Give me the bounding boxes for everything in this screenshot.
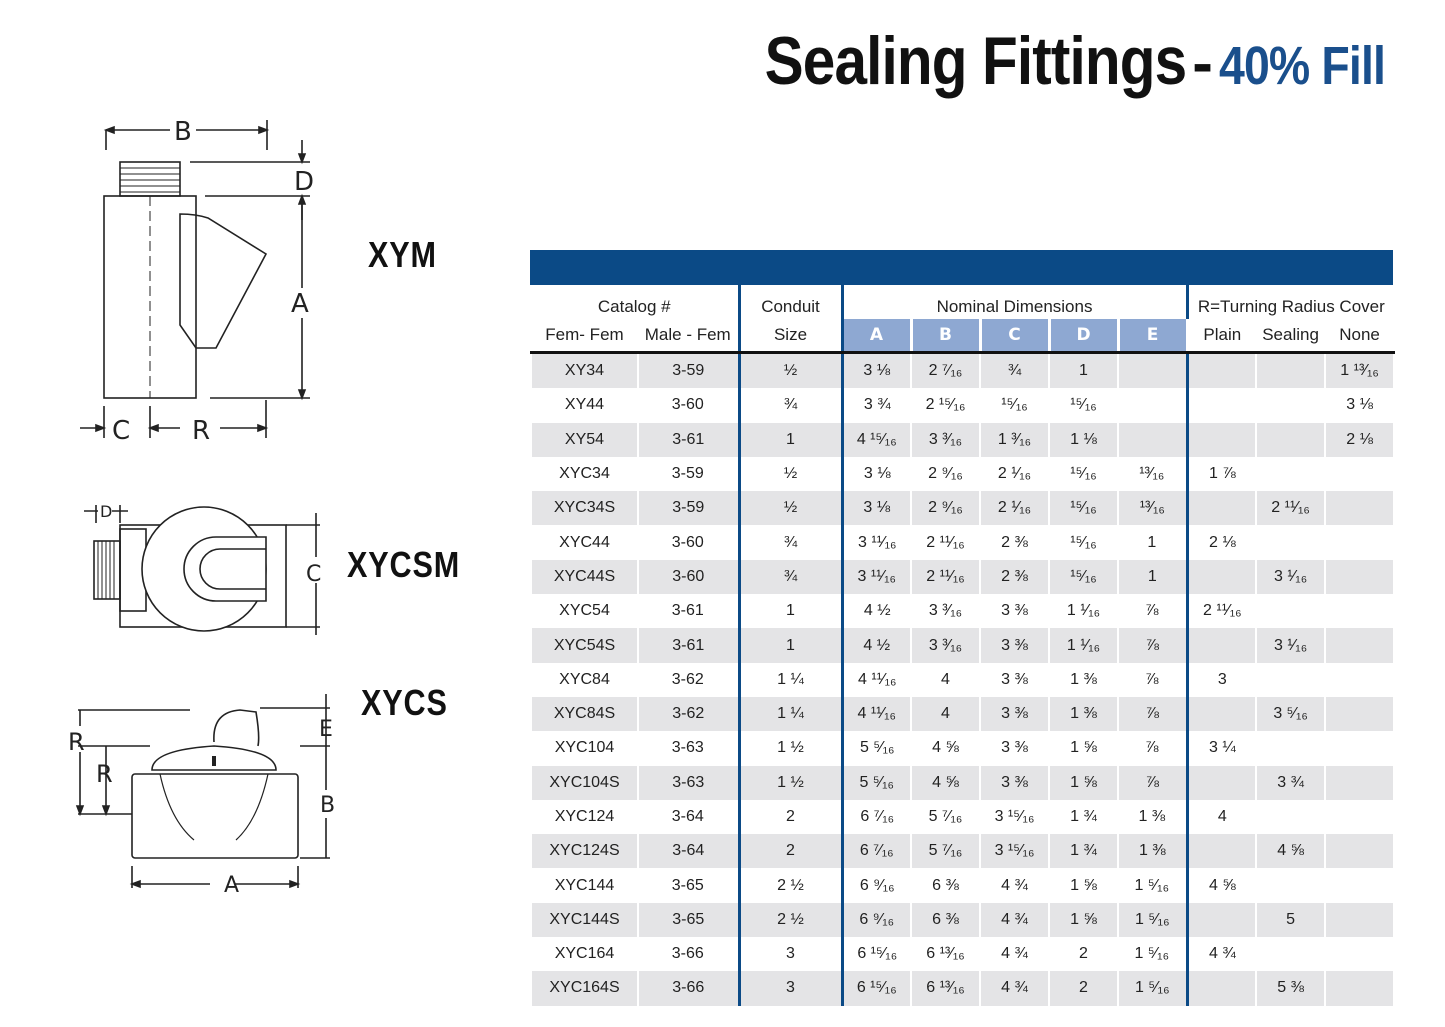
cell-dim-d: 2 — [1049, 971, 1118, 1005]
cell-radius-plain — [1187, 353, 1256, 389]
cell-dim-d: ¹⁵⁄₁₆ — [1049, 388, 1118, 422]
table-row — [531, 423, 1394, 457]
cell-dim-b: 5 ⁷⁄₁₆ — [911, 800, 980, 834]
cell-radius-sealing: 4 ⅝ — [1256, 834, 1325, 868]
cell-fem-fem: XYC44S — [531, 560, 638, 594]
cell-dim-e — [1118, 353, 1187, 389]
cell-conduit-size: ½ — [739, 457, 842, 491]
table-row — [531, 971, 1394, 1005]
table-row — [531, 663, 1394, 697]
cell-conduit-size: 2 ½ — [739, 903, 842, 937]
cell-radius-plain — [1187, 628, 1256, 662]
header-dim-c: C — [980, 319, 1049, 353]
cell-radius-none — [1325, 663, 1394, 697]
cell-radius-sealing: 3 ¹⁄₁₆ — [1256, 628, 1325, 662]
cell-conduit-size: ½ — [739, 353, 842, 389]
cell-dim-c: 3 ⅜ — [980, 663, 1049, 697]
header-turning-radius: R=Turning Radius Cover — [1187, 285, 1394, 319]
cell-male-fem: 3-59 — [638, 457, 739, 491]
cell-dim-b: 2 ¹¹⁄₁₆ — [911, 525, 980, 559]
cell-dim-b: 4 — [911, 663, 980, 697]
xycsm-dim-c: C — [306, 562, 322, 587]
cell-radius-plain — [1187, 834, 1256, 868]
cell-male-fem: 3-63 — [638, 766, 739, 800]
cell-dim-b: 2 ¹⁵⁄₁₆ — [911, 388, 980, 422]
spec-table-container — [530, 250, 1393, 1006]
xycs-dim-b: B — [320, 793, 336, 818]
cell-dim-d: 1 ⅜ — [1049, 697, 1118, 731]
xycs-dim-a: A — [224, 873, 240, 898]
table-row — [531, 594, 1394, 628]
cell-fem-fem: XYC164S — [531, 971, 638, 1005]
xycs-drawing — [60, 690, 350, 905]
cell-dim-a: 4 ½ — [842, 628, 911, 662]
cell-dim-d: ¹⁵⁄₁₆ — [1049, 491, 1118, 525]
cell-male-fem: 3-63 — [638, 731, 739, 765]
cell-fem-fem: XYC54 — [531, 594, 638, 628]
xycs-dim-r-inner: R — [96, 760, 113, 788]
cell-dim-a: 5 ⁵⁄₁₆ — [842, 766, 911, 800]
cell-male-fem: 3-64 — [638, 800, 739, 834]
header-dim-d: D — [1049, 319, 1118, 353]
cell-dim-c: 3 ¹⁵⁄₁₆ — [980, 834, 1049, 868]
xym-dim-r: R — [192, 416, 211, 446]
cell-male-fem: 3-61 — [638, 628, 739, 662]
cell-dim-d: 1 ⅝ — [1049, 766, 1118, 800]
cell-radius-plain: 2 ⅛ — [1187, 525, 1256, 559]
cell-dim-c: 3 ⅜ — [980, 766, 1049, 800]
cell-fem-fem: XYC44 — [531, 525, 638, 559]
cell-male-fem: 3-62 — [638, 697, 739, 731]
cell-fem-fem: XYC34 — [531, 457, 638, 491]
table-row — [531, 800, 1394, 834]
cell-dim-c: 3 ¹⁵⁄₁₆ — [980, 800, 1049, 834]
cell-dim-c: 4 ¾ — [980, 937, 1049, 971]
header-dim-e: E — [1118, 319, 1187, 353]
cell-dim-c: 2 ⅜ — [980, 560, 1049, 594]
cell-dim-a: 6 ⁷⁄₁₆ — [842, 800, 911, 834]
cell-radius-none — [1325, 560, 1394, 594]
cell-fem-fem: XYC144 — [531, 868, 638, 902]
cell-dim-c: 2 ¹⁄₁₆ — [980, 457, 1049, 491]
cell-fem-fem: XYC164 — [531, 937, 638, 971]
cell-dim-d: 1 ¹⁄₁₆ — [1049, 628, 1118, 662]
cell-radius-plain: 4 — [1187, 800, 1256, 834]
cell-dim-e: 1 ⅜ — [1118, 800, 1187, 834]
cell-fem-fem: XYC84 — [531, 663, 638, 697]
table-header-bar — [530, 250, 1393, 285]
model-label-xycs: XYCS — [361, 682, 448, 723]
cell-fem-fem: XYC104 — [531, 731, 638, 765]
cell-dim-e: ⅞ — [1118, 697, 1187, 731]
header-catalog: Catalog # — [597, 297, 671, 316]
cell-dim-b: 6 ¹³⁄₁₆ — [911, 971, 980, 1005]
cell-radius-plain — [1187, 971, 1256, 1005]
cell-dim-a: 3 ¹¹⁄₁₆ — [842, 560, 911, 594]
cell-dim-a: 4 ¹¹⁄₁₆ — [842, 697, 911, 731]
table-row — [531, 560, 1394, 594]
cell-radius-none — [1325, 937, 1394, 971]
cell-radius-plain — [1187, 560, 1256, 594]
cell-radius-sealing: 5 — [1256, 903, 1325, 937]
cell-dim-a: 3 ¹¹⁄₁₆ — [842, 525, 911, 559]
cell-dim-e: 1 ⁵⁄₁₆ — [1118, 903, 1187, 937]
cell-radius-plain — [1187, 388, 1256, 422]
cell-dim-e: 1 ⁵⁄₁₆ — [1118, 971, 1187, 1005]
cell-fem-fem: XYC144S — [531, 903, 638, 937]
cell-male-fem: 3-59 — [638, 353, 739, 389]
cell-dim-a: 6 ⁹⁄₁₆ — [842, 868, 911, 902]
cell-dim-a: 4 ½ — [842, 594, 911, 628]
table-row — [531, 766, 1394, 800]
cell-dim-e: 1 ⁵⁄₁₆ — [1118, 868, 1187, 902]
cell-dim-a: 3 ¾ — [842, 388, 911, 422]
cell-radius-none — [1325, 731, 1394, 765]
cell-conduit-size: 1 ¼ — [739, 663, 842, 697]
cell-radius-plain: 4 ¾ — [1187, 937, 1256, 971]
cell-dim-e: 1 — [1118, 525, 1187, 559]
cell-dim-d: 1 ¾ — [1049, 834, 1118, 868]
cell-dim-a: 6 ¹⁵⁄₁₆ — [842, 971, 911, 1005]
table-row — [531, 731, 1394, 765]
xym-dim-a: A — [291, 289, 309, 319]
spec-table — [530, 285, 1395, 1006]
title-dash: - — [1192, 29, 1213, 98]
cell-radius-plain — [1187, 697, 1256, 731]
cell-radius-sealing — [1256, 937, 1325, 971]
xym-dim-b: B — [174, 117, 192, 147]
cell-male-fem: 3-66 — [638, 971, 739, 1005]
cell-radius-plain — [1187, 766, 1256, 800]
cell-conduit-size: 3 — [739, 937, 842, 971]
cell-fem-fem: XYC34S — [531, 491, 638, 525]
cell-dim-d: ¹⁵⁄₁₆ — [1049, 457, 1118, 491]
model-label-xym: XYM — [368, 234, 437, 275]
cell-radius-plain — [1187, 491, 1256, 525]
cell-male-fem: 3-61 — [638, 594, 739, 628]
cell-dim-c: 3 ⅜ — [980, 697, 1049, 731]
cell-dim-b: 4 — [911, 697, 980, 731]
cell-dim-c: 1 ³⁄₁₆ — [980, 423, 1049, 457]
table-row — [531, 525, 1394, 559]
cell-radius-sealing: 3 ⁵⁄₁₆ — [1256, 697, 1325, 731]
cell-fem-fem: XYC84S — [531, 697, 638, 731]
cell-dim-a: 4 ¹¹⁄₁₆ — [842, 663, 911, 697]
cell-dim-d: 1 ⅝ — [1049, 868, 1118, 902]
title-subtitle: 40% Fill — [1218, 36, 1385, 96]
xym-drawing — [70, 110, 330, 450]
cell-conduit-size: 2 ½ — [739, 868, 842, 902]
header-nominal-dimensions: Nominal Dimensions — [842, 285, 1187, 319]
cell-radius-sealing: 2 ¹¹⁄₁₆ — [1256, 491, 1325, 525]
cell-dim-c: 3 ⅜ — [980, 731, 1049, 765]
table-row — [531, 834, 1394, 868]
table-row — [531, 903, 1394, 937]
cell-conduit-size: 1 ¼ — [739, 697, 842, 731]
cell-dim-d: 1 ⅜ — [1049, 663, 1118, 697]
cell-radius-none — [1325, 457, 1394, 491]
cell-dim-a: 4 ¹⁵⁄₁₆ — [842, 423, 911, 457]
table-row — [531, 457, 1394, 491]
cell-dim-e — [1118, 388, 1187, 422]
cell-conduit-size: 2 — [739, 800, 842, 834]
cell-dim-c: ¾ — [980, 353, 1049, 389]
cell-radius-none — [1325, 491, 1394, 525]
cell-dim-a: 3 ⅛ — [842, 491, 911, 525]
cell-dim-a: 3 ⅛ — [842, 353, 911, 389]
page-title — [696, 22, 1412, 100]
xycs-dim-e: E — [319, 717, 333, 742]
cell-radius-none — [1325, 766, 1394, 800]
cell-conduit-size: 1 ½ — [739, 766, 842, 800]
cell-conduit-size: 1 — [739, 423, 842, 457]
cell-radius-plain: 1 ⅞ — [1187, 457, 1256, 491]
cell-radius-sealing — [1256, 663, 1325, 697]
cell-radius-none — [1325, 971, 1394, 1005]
spec-table-body — [531, 353, 1394, 1006]
cell-male-fem: 3-65 — [638, 903, 739, 937]
cell-dim-e: 1 ⁵⁄₁₆ — [1118, 937, 1187, 971]
cell-male-fem: 3-66 — [638, 937, 739, 971]
xycsm-dim-d: D — [100, 502, 113, 521]
cell-fem-fem: XY34 — [531, 353, 638, 389]
cell-dim-d: ¹⁵⁄₁₆ — [1049, 560, 1118, 594]
cell-radius-none — [1325, 628, 1394, 662]
cell-male-fem: 3-60 — [638, 525, 739, 559]
cell-dim-a: 6 ⁷⁄₁₆ — [842, 834, 911, 868]
cell-dim-d: 1 — [1049, 353, 1118, 389]
cell-radius-sealing — [1256, 594, 1325, 628]
cell-dim-d: 1 ⅝ — [1049, 731, 1118, 765]
cell-dim-c: ¹⁵⁄₁₆ — [980, 388, 1049, 422]
cell-radius-sealing — [1256, 388, 1325, 422]
cell-dim-c: 2 ⅜ — [980, 525, 1049, 559]
cell-radius-plain: 4 ⅝ — [1187, 868, 1256, 902]
cell-dim-b: 2 ¹¹⁄₁₆ — [911, 560, 980, 594]
cell-dim-b: 2 ⁷⁄₁₆ — [911, 353, 980, 389]
cell-fem-fem: XY54 — [531, 423, 638, 457]
cell-male-fem: 3-60 — [638, 388, 739, 422]
title-main: Sealing Fittings — [764, 23, 1187, 99]
cell-male-fem: 3-65 — [638, 868, 739, 902]
header-conduit: Conduit — [739, 285, 842, 319]
cell-dim-b: 4 ⅝ — [911, 731, 980, 765]
cell-dim-e: ⅞ — [1118, 663, 1187, 697]
cell-dim-b: 6 ⅜ — [911, 903, 980, 937]
cell-dim-a: 3 ⅛ — [842, 457, 911, 491]
cell-radius-none — [1325, 594, 1394, 628]
cell-radius-none: 1 ¹³⁄₁₆ — [1325, 353, 1394, 389]
cell-dim-a: 5 ⁵⁄₁₆ — [842, 731, 911, 765]
cell-dim-c: 3 ⅜ — [980, 594, 1049, 628]
header-fem-fem: Fem- Fem — [531, 319, 638, 353]
cell-dim-b: 4 ⅝ — [911, 766, 980, 800]
header-dim-b: B — [911, 319, 980, 353]
table-row — [531, 491, 1394, 525]
cell-radius-sealing — [1256, 423, 1325, 457]
cell-male-fem: 3-64 — [638, 834, 739, 868]
cell-dim-c: 4 ¾ — [980, 971, 1049, 1005]
cell-radius-none — [1325, 697, 1394, 731]
cell-fem-fem: XYC124S — [531, 834, 638, 868]
cell-dim-d: 2 — [1049, 937, 1118, 971]
header-none: None — [1325, 319, 1394, 353]
cell-dim-d: 1 ¾ — [1049, 800, 1118, 834]
cell-radius-plain: 2 ¹¹⁄₁₆ — [1187, 594, 1256, 628]
cell-radius-plain — [1187, 903, 1256, 937]
cell-radius-sealing — [1256, 457, 1325, 491]
cell-radius-plain — [1187, 423, 1256, 457]
cell-conduit-size: ¾ — [739, 388, 842, 422]
header-plain: Plain — [1187, 319, 1256, 353]
cell-dim-e: ⅞ — [1118, 766, 1187, 800]
header-male-fem: Male - Fem — [638, 319, 739, 353]
cell-fem-fem: XY44 — [531, 388, 638, 422]
cell-dim-c: 4 ¾ — [980, 903, 1049, 937]
table-row — [531, 868, 1394, 902]
xycs-dim-r-outer: R — [68, 728, 85, 756]
cell-radius-none — [1325, 800, 1394, 834]
cell-radius-sealing — [1256, 731, 1325, 765]
cell-radius-sealing — [1256, 525, 1325, 559]
cell-dim-b: 6 ¹³⁄₁₆ — [911, 937, 980, 971]
xym-dim-d: D — [294, 167, 315, 197]
table-row — [531, 353, 1394, 389]
cell-dim-e — [1118, 423, 1187, 457]
cell-radius-sealing — [1256, 868, 1325, 902]
table-row — [531, 628, 1394, 662]
cell-dim-d: 1 ⅛ — [1049, 423, 1118, 457]
cell-dim-e: ⅞ — [1118, 594, 1187, 628]
cell-dim-c: 2 ¹⁄₁₆ — [980, 491, 1049, 525]
cell-conduit-size: 1 — [739, 628, 842, 662]
cell-radius-plain: 3 ¼ — [1187, 731, 1256, 765]
table-row — [531, 388, 1394, 422]
cell-radius-none: 3 ⅛ — [1325, 388, 1394, 422]
cell-radius-sealing: 5 ⅜ — [1256, 971, 1325, 1005]
cell-radius-plain: 3 — [1187, 663, 1256, 697]
cell-radius-none — [1325, 525, 1394, 559]
table-row — [531, 937, 1394, 971]
model-label-xycsm: XYCSM — [347, 544, 461, 585]
cell-dim-b: 3 ³⁄₁₆ — [911, 423, 980, 457]
cell-conduit-size: ¾ — [739, 560, 842, 594]
cell-dim-e: 1 — [1118, 560, 1187, 594]
cell-dim-a: 6 ¹⁵⁄₁₆ — [842, 937, 911, 971]
cell-conduit-size: ¾ — [739, 525, 842, 559]
cell-dim-e: ¹³⁄₁₆ — [1118, 491, 1187, 525]
cell-dim-a: 6 ⁹⁄₁₆ — [842, 903, 911, 937]
cell-conduit-size: 1 — [739, 594, 842, 628]
cell-radius-sealing: 3 ¹⁄₁₆ — [1256, 560, 1325, 594]
cell-dim-d: 1 ⅝ — [1049, 903, 1118, 937]
cell-dim-b: 2 ⁹⁄₁₆ — [911, 491, 980, 525]
header-size: Size — [739, 319, 842, 353]
cell-male-fem: 3-61 — [638, 423, 739, 457]
header-dim-a: A — [842, 319, 911, 353]
cell-radius-none — [1325, 834, 1394, 868]
cell-radius-sealing — [1256, 800, 1325, 834]
cell-dim-b: 6 ⅜ — [911, 868, 980, 902]
cell-male-fem: 3-60 — [638, 560, 739, 594]
cell-male-fem: 3-62 — [638, 663, 739, 697]
table-row — [531, 697, 1394, 731]
cell-dim-c: 4 ¾ — [980, 868, 1049, 902]
cell-dim-d: ¹⁵⁄₁₆ — [1049, 525, 1118, 559]
cell-dim-b: 3 ³⁄₁₆ — [911, 628, 980, 662]
cell-dim-e: 1 ⅜ — [1118, 834, 1187, 868]
cell-dim-b: 3 ³⁄₁₆ — [911, 594, 980, 628]
cell-fem-fem: XYC104S — [531, 766, 638, 800]
cell-conduit-size: 2 — [739, 834, 842, 868]
cell-dim-c: 3 ⅜ — [980, 628, 1049, 662]
cell-dim-e: ¹³⁄₁₆ — [1118, 457, 1187, 491]
cell-conduit-size: 1 ½ — [739, 731, 842, 765]
cell-dim-e: ⅞ — [1118, 628, 1187, 662]
cell-radius-sealing — [1256, 353, 1325, 389]
xym-dim-c: C — [112, 416, 131, 446]
cell-conduit-size: 3 — [739, 971, 842, 1005]
cell-dim-b: 2 ⁹⁄₁₆ — [911, 457, 980, 491]
cell-radius-none — [1325, 903, 1394, 937]
cell-dim-e: ⅞ — [1118, 731, 1187, 765]
cell-fem-fem: XYC124 — [531, 800, 638, 834]
cell-radius-none — [1325, 868, 1394, 902]
cell-conduit-size: ½ — [739, 491, 842, 525]
cell-dim-b: 5 ⁷⁄₁₆ — [911, 834, 980, 868]
cell-male-fem: 3-59 — [638, 491, 739, 525]
xycsm-drawing — [80, 495, 330, 645]
cell-dim-d: 1 ¹⁄₁₆ — [1049, 594, 1118, 628]
cell-radius-none: 2 ⅛ — [1325, 423, 1394, 457]
cell-fem-fem: XYC54S — [531, 628, 638, 662]
header-sealing: Sealing — [1256, 319, 1325, 353]
cell-radius-sealing: 3 ¾ — [1256, 766, 1325, 800]
